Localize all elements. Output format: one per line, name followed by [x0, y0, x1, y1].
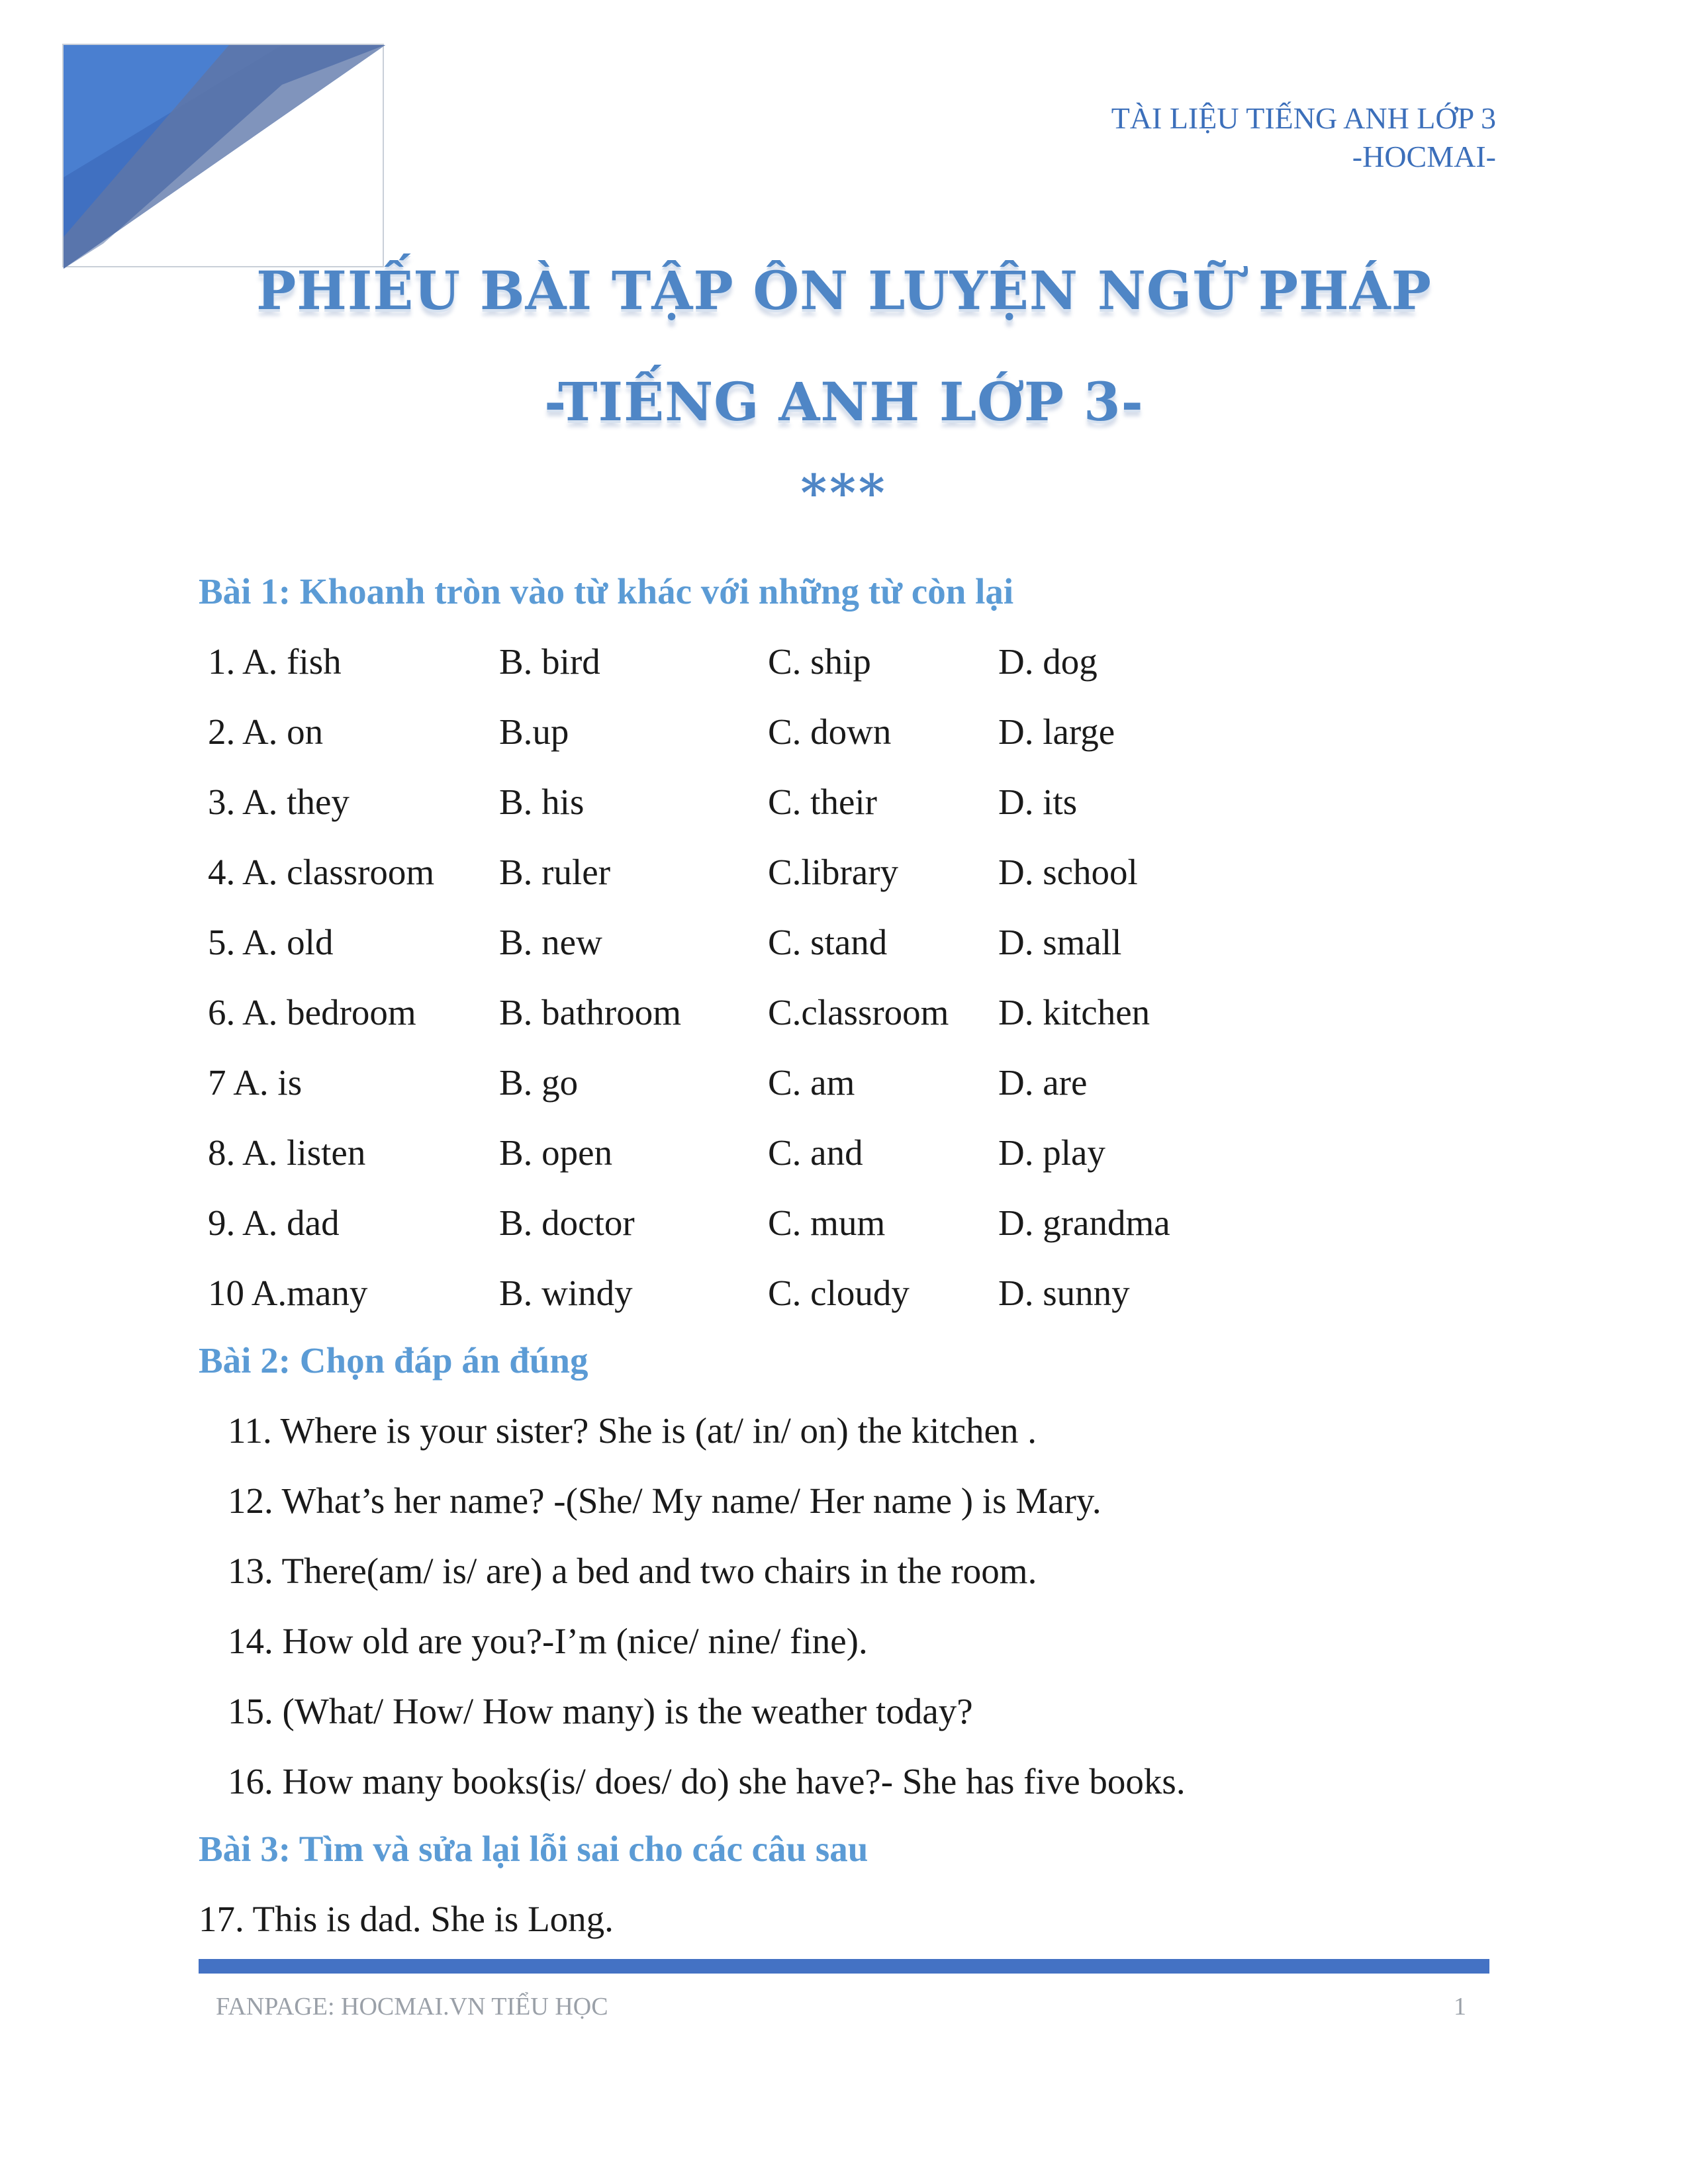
- option-a: 5. A. old: [208, 922, 334, 962]
- exercise2-heading: Bài 2: Chọn đáp án đúng: [199, 1340, 588, 1381]
- question-item: 15. (What/ How/ How many) is the weather today?: [228, 1691, 973, 1731]
- title-stars: ***: [800, 463, 888, 522]
- header-title: TÀI LIỆU TIẾNG ANH LỚP 3: [1111, 101, 1496, 135]
- option-c: C.library: [768, 852, 899, 892]
- option-d: D. play: [998, 1132, 1105, 1173]
- page-title: PHIẾU BÀI TẬP ÔN LUYỆN NGỮ PHÁP: [256, 259, 1432, 322]
- question-item: 17. This is dad. She is Long.: [199, 1899, 614, 1939]
- option-c: C. am: [768, 1062, 855, 1103]
- exercise1-row: [0, 1272, 1688, 1318]
- exercise1-row: [0, 851, 1688, 897]
- option-b: B. windy: [499, 1273, 633, 1313]
- option-c: C. and: [768, 1132, 863, 1173]
- document-header: [1111, 99, 1496, 176]
- exercise1-row: [0, 1062, 1688, 1108]
- page-subtitle: -TIẾNG ANH LỚP 3-: [544, 371, 1144, 433]
- option-b: B. his: [499, 782, 585, 822]
- footer-divider: [199, 1959, 1489, 1974]
- question-item: 12. What’s her name? -(She/ My name/ Her name ) is Mary.: [228, 1480, 1102, 1521]
- question-item: 13. There(am/ is/ are) a bed and two chairs in the room.: [228, 1551, 1037, 1591]
- option-b: B. doctor: [499, 1203, 635, 1243]
- option-b: B. bathroom: [499, 992, 681, 1032]
- question-item: 16. How many books(is/ does/ do) she have?- She has five books.: [228, 1761, 1186, 1801]
- option-d: D. school: [998, 852, 1138, 892]
- option-d: D. small: [998, 922, 1122, 962]
- option-d: D. dog: [998, 641, 1098, 682]
- option-a: 10 A.many: [208, 1273, 368, 1313]
- exercise1-row: [0, 921, 1688, 968]
- option-c: C. ship: [768, 641, 871, 682]
- header-subtitle: -HOCMAI-: [1352, 140, 1496, 173]
- option-a: 8. A. listen: [208, 1132, 366, 1173]
- exercise3-heading: Bài 3: Tìm và sửa lại lỗi sai cho các câu sau: [199, 1829, 868, 1869]
- corner-decoration: [62, 44, 384, 267]
- option-d: D. large: [998, 711, 1115, 752]
- option-d: D. its: [998, 782, 1078, 822]
- exercise1-row: [0, 1132, 1688, 1178]
- option-a: 3. A. they: [208, 782, 350, 822]
- option-b: B. new: [499, 922, 602, 962]
- option-a: 2. A. on: [208, 711, 324, 752]
- exercise1-row: [0, 1202, 1688, 1248]
- option-c: C. their: [768, 782, 877, 822]
- option-c: C.classroom: [768, 992, 949, 1032]
- exercise1-row: [0, 781, 1688, 827]
- page-number: 1: [1454, 1993, 1466, 2021]
- option-d: D. sunny: [998, 1273, 1130, 1313]
- exercise1-heading: Bài 1: Khoanh tròn vào từ khác với những từ còn lại: [199, 571, 1014, 612]
- exercise1-row: [0, 991, 1688, 1038]
- option-c: C. stand: [768, 922, 888, 962]
- option-a: 9. A. dad: [208, 1203, 340, 1243]
- question-item: 14. How old are you?-I’m (nice/ nine/ fine).: [228, 1621, 868, 1661]
- option-d: D. kitchen: [998, 992, 1150, 1032]
- exercise1-row: [0, 711, 1688, 757]
- option-a: 6. A. bedroom: [208, 992, 416, 1032]
- footer-label: FANPAGE: HOCMAI.VN TIỂU HỌC: [216, 1993, 608, 2021]
- option-a: 1. A. fish: [208, 641, 342, 682]
- option-a: 7 A. is: [208, 1062, 303, 1103]
- option-b: B.up: [499, 711, 569, 752]
- option-b: B. go: [499, 1062, 579, 1103]
- option-b: B. bird: [499, 641, 600, 682]
- option-b: B. open: [499, 1132, 613, 1173]
- option-b: B. ruler: [499, 852, 611, 892]
- option-c: C. mum: [768, 1203, 886, 1243]
- option-d: D. grandma: [998, 1203, 1170, 1243]
- exercise1-row: [0, 641, 1688, 687]
- option-d: D. are: [998, 1062, 1088, 1103]
- option-c: C. cloudy: [768, 1273, 910, 1313]
- option-c: C. down: [768, 711, 892, 752]
- option-a: 4. A. classroom: [208, 852, 435, 892]
- question-item: 11. Where is your sister? She is (at/ in/ on) the kitchen .: [228, 1410, 1037, 1451]
